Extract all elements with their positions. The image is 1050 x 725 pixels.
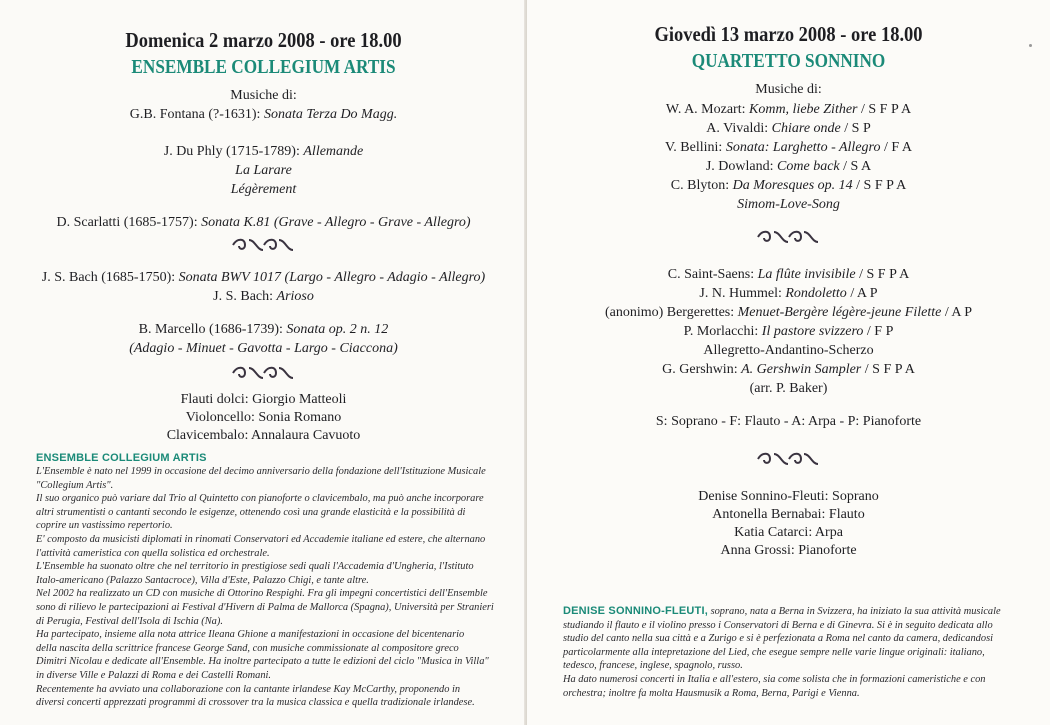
program-item: P. Morlacchi: Il pastore svizzero / F P (683, 324, 894, 339)
program-item: G. Gershwin: A. Gershwin Sampler / S F P A (662, 362, 915, 377)
right-bio-title: DENISE SONNINO-FLEUTI, (563, 605, 708, 617)
program-item: D. Scarlatti (1685-1757): Sonata K.81 (Grave - Allegro - Grave - Allegro) (56, 215, 471, 230)
performer-line: Katia Catarci: Arpa (734, 525, 843, 540)
program-item: C. Saint-Saens: La flûte invisibile / S F P A (667, 267, 910, 282)
ornament-icon (756, 452, 822, 466)
performer-line: Antonella Bernabai: Flauto (712, 507, 865, 522)
left-bio-text: L'Ensemble è nato nel 1999 in occasione del decimo anniversario della fondazione dell'Istituzione Musicale "Collegium Artis". Il suo organico può variare dal Trio al Quintetto con pianoforte o clavicembalo, ma può anche incorporare altri strumentisti o cantanti secondo le esigenze, ottenendo così una grande elasticità e la possibilità di coprire un vastissimo repertorio. E' composto da musicisti diplomati in rinomati Conservatori ed Accademie italiane ed estere, che alternano l'attività cameristica con quella solistica ed orchestrale. L'Ensemble ha suonato oltre che nel territorio in prestigiose sedi quali l'Accademia d'Ungheria, l'Istituto Italo-americano (Palazzo Santacroce), Villa d'Este, Palazzo Chigi, e tante altre. Nel 2002 ha realizzato un CD con musiche di Ottorino Respighi. Fra gli impegni concertistici dell'Ensemble sono di rilievo le partecipazioni ai Festival d'Hivern di Palma de Mallorca (Spagna), Università per Stranieri di Perugia, Festival dell'Isola di Ischia (Na). Ha partecipato, insieme alla nota attrice Ileana Ghione a manifestazioni in occasione del bicentenario della nascita della scrittrice francese George Sand, con musiche commissionate al compositore greco Dimitri Nicolau e dedicate all'Ensemble. Ha inoltre partecipato a tutte le edizioni del ciclo "Musica in Villa" in diverse Ville e Palazzi di Roma e dei Castelli Romani. Recentemente ha avviato una collaborazione con la cantante irlandese Kay McCarthy, proponendo in diversi concerti apprezzati programmi di crossover tra la musica classica e quella tradizionale irlandese. (36, 466, 494, 709)
program-item: C. Blyton: Da Moresques op. 14 / S F P A (670, 178, 907, 193)
performer-line: Flauti dolci: Giorgio Matteoli (180, 392, 347, 407)
program-item: A. Vivaldi: Chiare onde / S P (706, 121, 871, 136)
program-item: J. S. Bach: Arioso (213, 289, 314, 304)
program-item: Simom-Love-Song (737, 197, 840, 212)
right-musiche-label: Musiche di: (755, 82, 822, 97)
performer-line: Violoncello: Sonia Romano (185, 410, 342, 425)
ornament-divider (527, 452, 1050, 472)
right-bio-text: DENISE SONNINO-FLEUTI, soprano, nata a Berna in Svizzera, ha iniziato la sua attività musicale studiando il flauto e il violino presso i Conservatori di Berna e di Ginevra. Si è in seguito dedicata allo studio del canto nella sua città e a Zurigo e si è perfezionata a Roma nel canto da camera, dedicandosi particolarmente alla intepretazione del Lied, che esegue sempre nelle varie lingue originali: italiano, tedesco, francese, inglese, spagnolo, russo. Ha dato numerosi concerti in Italia e all'estero, sia come solista che in formazioni cameristiche e con orchestra; inoltre fa molta Hausmusik a Roma, Berna, Parigi e Vienna. (563, 605, 1001, 699)
program-item: (arr. P. Baker) (749, 381, 828, 396)
program-item: Légèrement (230, 182, 297, 197)
program-item: B. Marcello (1686-1739): Sonata op. 2 n. 12 (138, 322, 389, 337)
program-item: Allegretto-Andantino-Scherzo (703, 343, 874, 358)
performer-line: Anna Grossi: Pianoforte (720, 543, 857, 558)
performer-line: Denise Sonnino-Fleuti: Soprano (698, 489, 879, 504)
program-item: J. S. Bach (1685-1750): Sonata BWV 1017 (Largo - Allegro - Adagio - Allegro) (41, 270, 486, 285)
program-item: (Adagio - Minuet - Gavotta - Largo - Ciaccona) (129, 341, 398, 356)
left-ensemble-name: ENSEMBLE COLLEGIUM ARTIS (131, 56, 396, 78)
left-musiche-label: Musiche di: (230, 88, 297, 103)
ornament-divider (527, 230, 1050, 250)
performer-line: Clavicembalo: Annalaura Cavuoto (166, 428, 361, 443)
program-item: J. Dowland: Come back / S A (705, 159, 872, 174)
right-concert-date: Giovedì 13 marzo 2008 - ore 18.00 (654, 22, 923, 46)
right-ensemble-name: QUARTETTO SONNINO (691, 50, 886, 72)
left-bio-title: ENSEMBLE COLLEGIUM ARTIS (36, 452, 207, 464)
left-concert-date: Domenica 2 marzo 2008 - ore 18.00 (125, 28, 402, 52)
program-item: J. N. Hummel: Rondoletto / A P (699, 286, 878, 301)
program-item: (anonimo) Bergerettes: Menuet-Bergère légère-jeune Filette / A P (604, 305, 973, 320)
program-item: W. A. Mozart: Komm, liebe Zither / S F P A (665, 102, 912, 117)
program-item: La Larare (235, 163, 292, 178)
ornament-icon (231, 238, 297, 252)
ornament-icon (756, 230, 822, 244)
ornament-divider (0, 238, 527, 258)
program-item: J. Du Phly (1715-1789): Allemande (163, 144, 364, 159)
ornament-divider (0, 366, 527, 386)
paper-speck (1029, 44, 1032, 47)
program-item: V. Bellini: Sonata: Larghetto - Allegro / F A (665, 140, 912, 155)
right-page (527, 0, 1050, 725)
program-item: G.B. Fontana (?-1631): Sonata Terza Do Magg. (129, 107, 398, 122)
ornament-icon (231, 366, 297, 380)
instrument-legend: S: Soprano - F: Flauto - A: Arpa - P: Pianoforte (655, 414, 922, 429)
